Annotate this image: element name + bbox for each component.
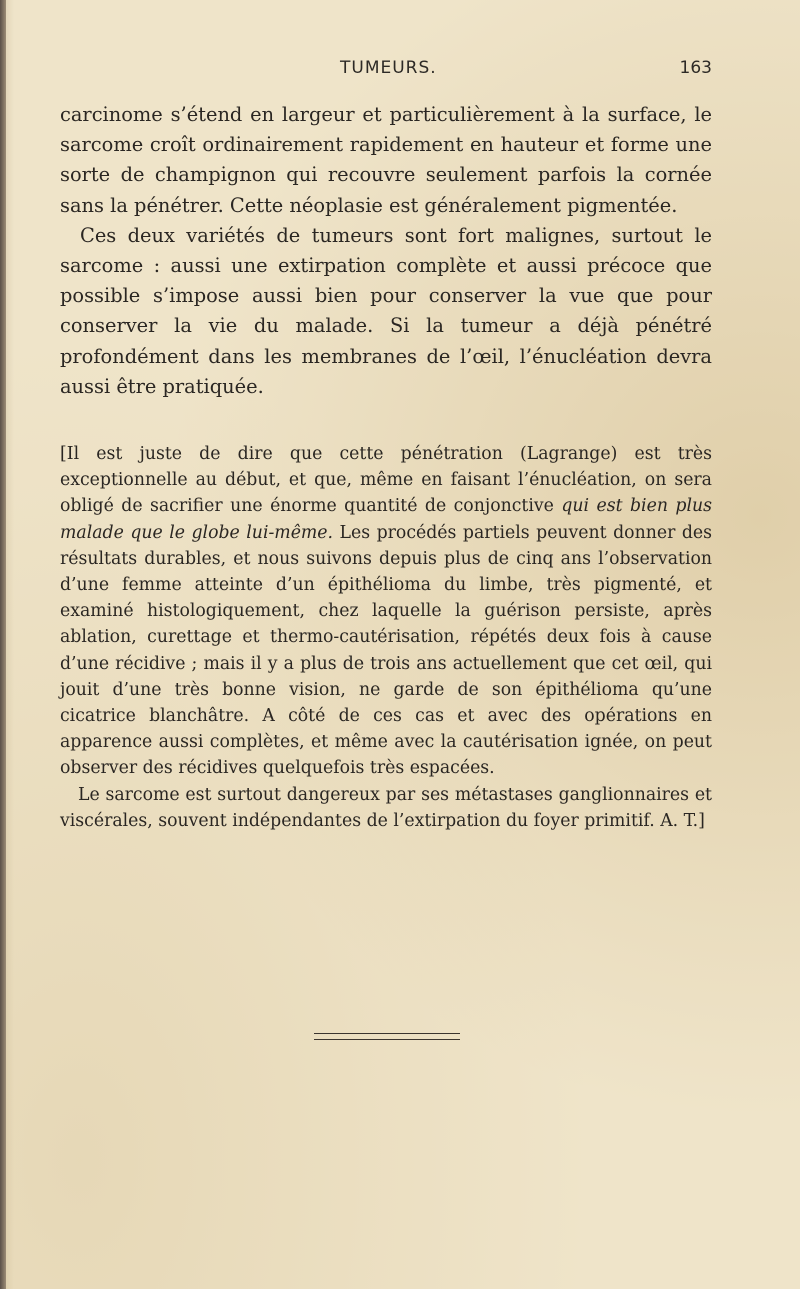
book-spine-shadow xyxy=(0,0,6,1289)
page-number: 163 xyxy=(679,58,712,78)
editor-note-block xyxy=(60,441,712,834)
note-paragraph-1-italic: qui est bien plus malade que le globe lui-même. xyxy=(60,496,712,543)
book-page xyxy=(60,0,712,1289)
main-paragraph-1: carcinome s’étend en largeur et particulièrement à la surface, le sarcome croît ordinairement rapidement en hauteur et forme une sorte de champignon qui recouvre seulement parfois la cornée sans la pénétrer. Cette néoplasie est généralement pigmentée. xyxy=(60,103,712,217)
note-paragraph-1-start: [Il est juste de dire que cette pénétration (Lagrange) est très exceptionnelle au début, et que, même en faisant l’énucléation, on sera obligé de sacrifier une énorme quantité de conjonctive xyxy=(60,444,712,517)
note-paragraph-1-end: Les procédés partiels peuvent donner des résultats durables, et nous suivons depuis plus de cinq ans l’observation d’une femme atteinte d’un épithélioma du limbe, très pigmenté, et examiné histologiquement, chez laquelle la guérison persiste, après ablation, curettage et thermo-cautérisation, répétés deux fois à cause d’une récidive ; mais il y a plus de trois ans actuellement que cet œil, qui jouit d’une très bonne vision, ne garde de son épithélioma qu’une cicatrice blanchâtre. A côté de ces cas et avec des opérations en apparence aussi complètes, et même avec la cautérisation ignée, on peut observer des récidives quelquefois très espacées. xyxy=(60,522,712,779)
note-paragraph-1 xyxy=(60,441,712,782)
running-title: TUMEURS. xyxy=(340,58,437,78)
section-end-rule-lower xyxy=(314,1039,460,1040)
main-text-block xyxy=(60,100,712,402)
section-end-rule xyxy=(314,1033,460,1034)
page-header xyxy=(60,58,712,86)
note-paragraph-2: Le sarcome est surtout dangereux par ses métastases ganglionnaires et viscérales, souvent indépendantes de l’extirpation du foyer primitif. A. T.] xyxy=(60,784,712,831)
main-paragraph-2: Ces deux variétés de tumeurs sont fort malignes, surtout le sarcome : aussi une extirpation complète et aussi précoce que possible s’impose aussi bien pour conserver la vue que pour conserver la vie du malade. Si la tumeur a déjà pénétré profondément dans les membranes de l’œil, l’énucléation devra aussi être pratiquée. xyxy=(60,223,712,398)
